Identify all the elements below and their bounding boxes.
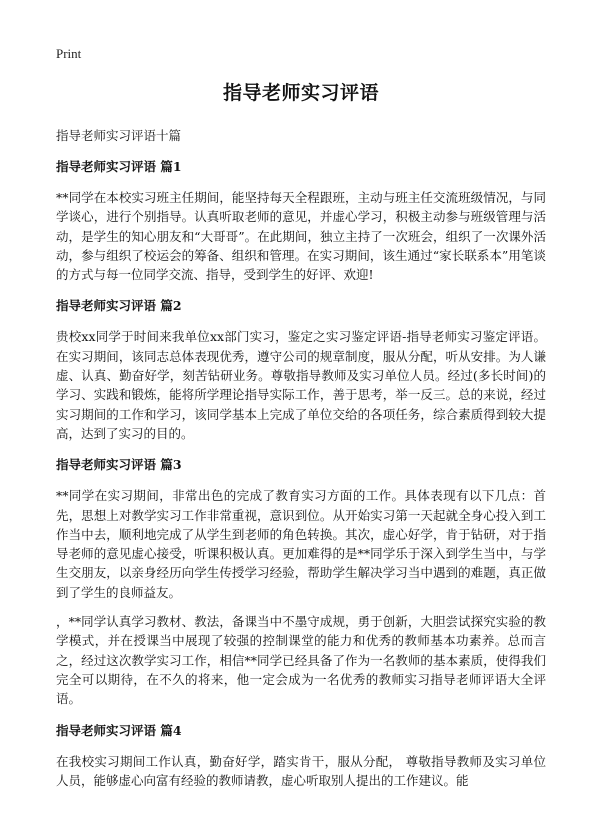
section-paragraph: 在我校实习期间工作认真，勤奋好学，踏实肯干，服从分配， 尊敬指导教师及实习单位人员，能够虚心向富有经验的教师请教，虚心听取别人提出的工作建议。能	[56, 753, 546, 788]
section-heading: 指导老师实习评语 篇4	[56, 722, 182, 738]
print-link[interactable]: Print	[56, 46, 82, 61]
section-2	[56, 297, 546, 443]
section-heading: 指导老师实习评语 篇1	[56, 159, 182, 174]
section-3	[56, 456, 546, 708]
section-4	[56, 722, 546, 791]
page-title: 指导老师实习评语	[222, 82, 379, 104]
section-paragraph: **同学在本校实习班主任期间，能坚持每天全程跟班，主动与班主任交流班级情况，与同学谈心，进行个别指导。认真听取老师的意见，并虚心学习，积极主动参与班级管理与活动，是学生的知心朋友和“大哥哥”。在此期间，独立主持了一次班会，组织了一次课外活动，参与组织了校运会的筹备、组织和管理。在实习期间，该生通过“家长联系本”用笔谈的方式与每一位同学交流、指导，受到学生的好评、欢迎!	[56, 190, 546, 283]
section-heading: 指导老师实习评语 篇3	[56, 457, 182, 473]
section-heading: 指导老师实习评语 篇2	[56, 298, 182, 314]
section-paragraph: 贵校xx同学于时间来我单位xx部门实习，鉴定之实习鉴定评语-指导老师实习鉴定评语。在实习期间，该同志总体表现优秀，遵守公司的规章制度，服从分配，听从安排。为人谦虚、认真、勤奋好学，刻苦钻研业务。尊敬指导教师及实习单位人员。经过(多长时间)的学习、实践和锻炼，能将所学理论指导实际工作，善于思考，举一反三。总的来说，经过实习期间的工作和学习，该同学基本上完成了单位交给的各项任务，综合素质得到较大提高，达到了实习的目的。	[56, 329, 546, 441]
section-paragraph: ，**同学认真学习教材、教法，备课当中不墨守成规，勇于创新，大胆尝试探究实验的教学模式，并在授课当中展现了较强的控制课堂的能力和优秀的教师基本功素养。总而言之，经过这次教学实习工作，相信**同学已经具备了作为一名教师的基本素质，使得我们完全可以期待，在不久的将来，他一定会成为一名优秀的教师实习指导老师评语大全评语。	[56, 614, 546, 707]
document-subtitle: 指导老师实习评语十篇	[56, 128, 182, 143]
section-1	[56, 158, 546, 284]
section-paragraph: **同学在实习期间，非常出色的完成了教育实习方面的工作。具体表现有以下几点：首先，思想上对教学实习工作非常重视，意识到位。从开始实习第一天起就全身心投入到工作当中去，顺利地完成了从学生到老师的角色转换。其次，虚心好学，肯于钻研，对于指导老师的意见虚心接受，听课积极认真。更加难得的是**同学乐于深入到学生当中，与学生交朋友，以亲身经历向学生传授学习经验，帮助学生解决学习当中遇到的难题，真正做到了学生的良师益友。	[56, 488, 546, 600]
document-page	[56, 70, 546, 790]
